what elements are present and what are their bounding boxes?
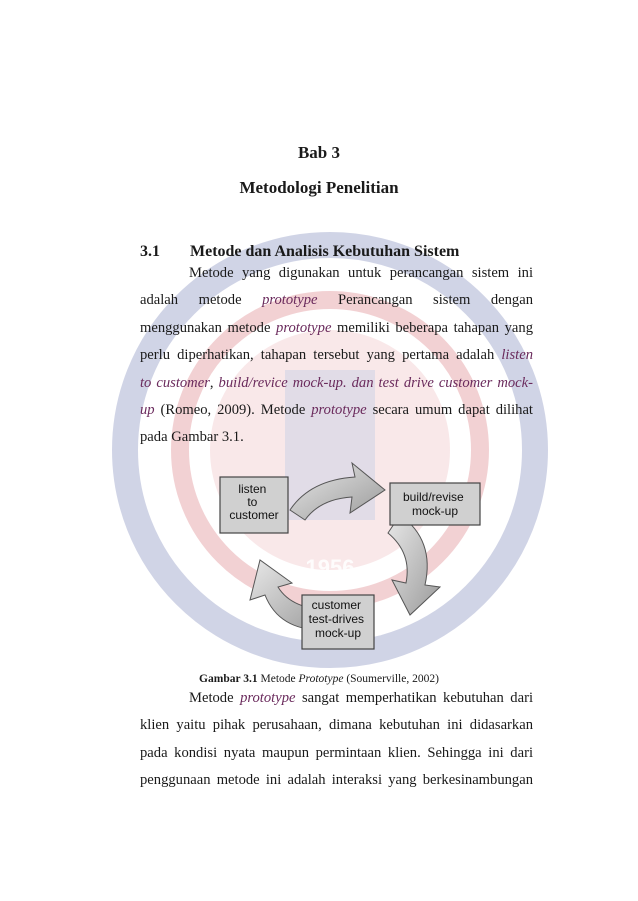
chapter-number: Bab 3 (297, 143, 341, 162)
seal-year: 1956 (305, 555, 355, 580)
stage-label-listen: listen to customer (229, 482, 279, 522)
stage-label-test: customer test-drives mock-up (308, 598, 365, 640)
prototype-cycle-figure (180, 455, 500, 655)
paragraph-line: perlu diperhatikan, tahapan tersebut yang pertama adalah listen (140, 347, 533, 364)
paragraph-line: klien yaitu pihak perusahaan, dimana kebutuhan ini didasarkan (140, 717, 533, 734)
paragraph-line: menggunakan metode prototype memiliki beberapa tahapan yang (140, 319, 533, 336)
paragraph-line: penggunaan metode ini adalah interaksi yang berkesinambungan (140, 772, 533, 789)
section-title: Metode dan Analisis Kebutuhan Sistem (190, 243, 460, 260)
paragraph-line: Metode prototype sangat memperhatikan kebutuhan dari (189, 690, 533, 706)
paragraph-line: pada kondisi nyata maupun permintaan klien. Sehingga ini dari (140, 744, 533, 761)
paragraph-prototype (140, 685, 533, 795)
section-heading (140, 243, 459, 261)
stage-label-build: build/revise mock-up (402, 490, 464, 518)
paragraph-line: pada Gambar 3.1. (140, 429, 244, 446)
paragraph-intro (140, 260, 533, 452)
section-number: 3.1 (140, 243, 160, 260)
figure-caption: Gambar 3.1 Metode Prototype (Soumerville, 2002) (199, 673, 439, 685)
chapter-title: Metodologi Penelitian (239, 178, 399, 197)
paragraph-line: Metode yang digunakan untuk perancangan sistem ini (189, 265, 533, 281)
paragraph-line: to customer, build/revice mock-up. dan test drive customer mock- (140, 374, 533, 391)
paragraph-line: adalah metode prototype Perancangan sistem dengan (140, 292, 533, 309)
paragraph-line: up (Romeo, 2009). Metode prototype secara umum dapat dilihat (140, 401, 533, 418)
